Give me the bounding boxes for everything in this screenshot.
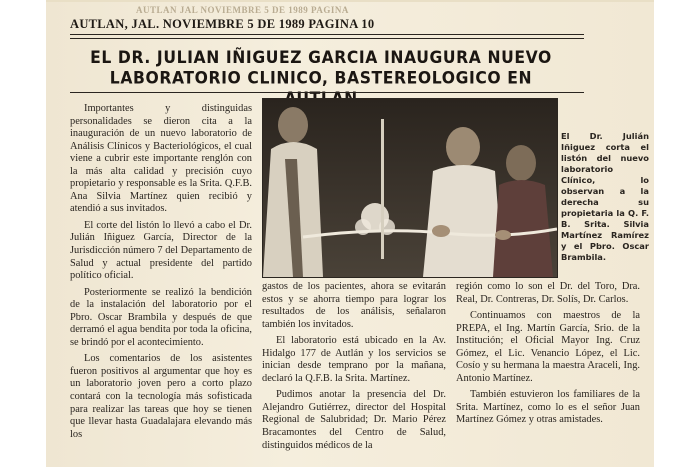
paragraph: región como lo son el Dr. del Toro, Dra. Real, Dr. Contreras, Dr. Solís, Dr. Carlos.: [456, 281, 640, 305]
paragraph: Continuamos con maestros de la PREPA, el Ing. Martín García, Srio. de la Institución; el Oficial Mayor Ing. Cruz Gómez, el Lic. Venancio López, el Lic. Cosío y su hermana la maestra Araceli, Ing. Antonio Martínez.: [456, 310, 640, 384]
article-column-1: [70, 103, 252, 441]
paragraph: Los comentarios de los asistentes fueron positivos al argumentar que hoy es un laboratorio joven pero a corto plazo contará con la tecnología más sofisticada para realizar las tareas que hoy se tienen que llevar hasta Guadalajara elevando más los: [70, 353, 252, 440]
paragraph: También estuvieron los familiares de la Srita. Martínez, como lo es el señor Juan Martínez Gómez y otras amistades.: [456, 389, 640, 426]
paragraph: Importantes y distinguidas personalidades se dieron cita a la inauguración de un nuevo laboratorio de Análisis Clínicos y Bacteriológicos, el cual viene a cubrir este importante renglón con la más alta calidad y precisión cuyo propietario y responsable es la Srita. Q.F.B. Ana Silvia Martínez quien recibió y atendió a sus invitados.: [70, 103, 252, 215]
ribbon-cutting-photo: [262, 98, 558, 278]
paragraph: El corte del listón lo llevó a cabo el Dr. Julián Iñiguez García, Director de la Jurisdicción número 7 del Departamento de Salud y actual presidente del partido político oficial.: [70, 219, 252, 282]
photo-illustration: [263, 99, 557, 277]
ghost-header: AUTLAN JAL NOVIEMBRE 5 DE 1989 PAGINA: [136, 5, 349, 15]
article-column-2: [262, 281, 446, 452]
page-header: AUTLAN, JAL. NOVIEMBRE 5 DE 1989 PAGINA 10: [70, 17, 375, 31]
paragraph: El laboratorio está ubicado en la Av. Hidalgo 177 de Autlán y los servicios se inician desde temprano por la mañana, declaró la Q.F.B. la Srita. Martínez.: [262, 335, 446, 384]
paragraph: Posteriormente se realizó la bendición de la instalación del laboratorio por el Pbro. Oscar Brambila y después de que derramó el agua bendita por toda la oficina, se brindó por el acontecimiento.: [70, 286, 252, 348]
newspaper-clipping: [46, 0, 654, 467]
photo-caption: El Dr. Julián Iñiguez corta el listón del nuevo laboratorio Clínico, lo observan a la derecha su propietaria la Q. F. B. Srita. Silvia Martínez Ramírez y el Pbro. Oscar Brambila.: [561, 131, 649, 262]
headline-line-2: LABORATORIO CLINICO, BASTEREOLOGICO EN: [109, 68, 533, 88]
header-rule: [70, 34, 584, 35]
paragraph: gastos de los pacientes, ahora se evitarán estos y se ahorra tiempo para lograr los resultados de los análisis, señalaron también los invitados.: [262, 281, 446, 330]
header-rule-thin: [70, 38, 584, 39]
headline-line-1: EL DR. JULIAN IÑIGUEZ GARCIA INAUGURA NUEVO: [90, 47, 552, 68]
headline-rule: [70, 92, 584, 93]
article-column-3: [456, 281, 640, 427]
paragraph: Pudimos anotar la presencia del Dr. Alejandro Gutiérrez, director del Hospital Regional de Salubridad; Dr. Mario Pérez Bracamontes del Centro de Salud, distinguidos médicos de la: [262, 389, 446, 451]
